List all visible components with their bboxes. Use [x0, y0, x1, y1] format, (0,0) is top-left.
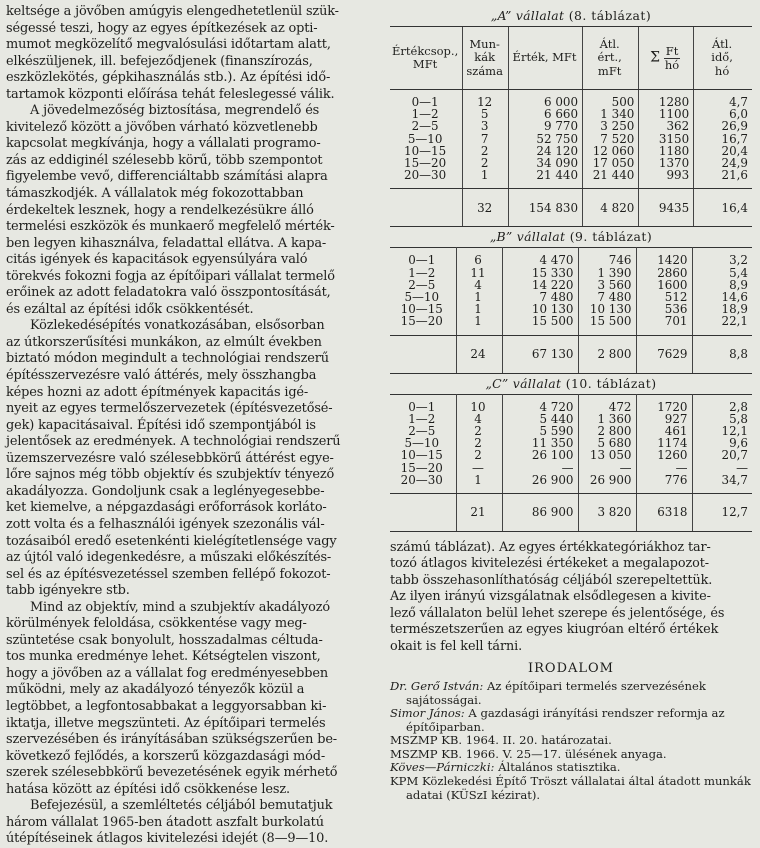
table-cell: 6: [456, 248, 502, 267]
text-line: erőinek az adott feladatokra való összpontosítását,: [6, 285, 331, 301]
table-cell: 12: [463, 90, 509, 109]
total-cell: 7629: [636, 335, 692, 373]
caption-company: „A” vállalat: [490, 8, 565, 23]
text-line: Mind az objektív, mind a szubjektív akadályozó: [30, 599, 331, 615]
total-cell: 24: [456, 335, 502, 373]
table-cell: 1—2: [408, 265, 436, 280]
table-section-c: [390, 394, 752, 531]
text-line: természetszerűen az egyes kiugróan eltérő értékek: [390, 622, 719, 638]
text-line: jelentősek az eredmények. A technológiai rendszerű: [6, 434, 341, 450]
reference-item: [390, 748, 752, 762]
table-cell: 21,6: [694, 169, 752, 189]
references-heading: IRODALOM: [528, 660, 614, 676]
table-cell: 1280: [639, 90, 694, 109]
table-cell: 7 480: [502, 291, 578, 303]
table-cell: 6 660: [509, 108, 583, 120]
table-cell: 22,1: [692, 315, 752, 335]
header-text: hó: [714, 63, 730, 78]
total-cell: 12,7: [692, 494, 752, 532]
table-cell: 14,6: [692, 291, 752, 303]
caption-number: (8. táblázat): [568, 8, 652, 23]
table-cell: 17 050: [583, 157, 639, 169]
total-cell: 154 830: [509, 189, 583, 227]
table-cell: 500: [583, 90, 639, 109]
table-cell: 18,9: [692, 303, 752, 315]
data-table-b: [390, 247, 752, 373]
caption-company: „B” vállalat: [489, 229, 566, 245]
reference-author: Köves—Párniczki:: [390, 760, 495, 775]
header-job-count: [463, 27, 509, 90]
text-line: támaszkodjék. A vállalatok még fokozottabban: [6, 186, 304, 202]
table-cell: —: [456, 462, 502, 474]
text-line: mumot megközelítő megvalósulási időtartam alatt,: [6, 37, 331, 53]
text-line: törekvés fokozni fogja az építőipari vállalat termelő: [6, 268, 335, 284]
text-line: figyelembe vevő, differenciáltabb számítási alapra: [6, 169, 328, 185]
table-cell: 7: [463, 133, 509, 145]
table-cell: 15 500: [578, 315, 636, 335]
reference-text: MSZMP KB. 1966. V. 25—17. ülésének anyaga.: [390, 746, 667, 761]
reference-author: Simor János:: [390, 706, 465, 721]
table-cell: 10—15: [400, 448, 443, 463]
table-row: [390, 120, 752, 132]
table-cell: 1420: [636, 248, 692, 267]
table-cell: 13 050: [578, 449, 636, 461]
table-cell: —: [636, 462, 692, 474]
text-line: zás az eddiginél szélesebb körű, több szempontot: [6, 152, 323, 168]
table-cell: 701: [636, 315, 692, 335]
text-line: termelési eszközök és munkaerő megfelelő mérték-: [6, 219, 335, 235]
table-cell: 7 480: [578, 291, 636, 303]
text-line: tartamok központi előírása tehát feleslegessé válik.: [6, 86, 335, 102]
text-line: biztató módon megindult a technológiai rendszerű: [6, 351, 329, 367]
text-line: és ezáltal az építési idők csökkentését.: [6, 301, 254, 317]
reference-item: [390, 761, 752, 775]
caption-number: (10. táblázat): [565, 375, 657, 391]
text-line: üzemszervezésre való szélesebbkörű áttérést egye-: [6, 450, 334, 466]
text-line: akadályozza. Gondoljunk csak a leglényegesebbe-: [6, 483, 325, 499]
text-line: építésszervezésre való áttérés, mely összhangba: [6, 368, 317, 384]
table-cell: 2—5: [408, 277, 436, 292]
table-cell: 20—30: [390, 169, 463, 189]
text-line: kivitelező között a jövőben várható közvetlenebb: [6, 119, 318, 135]
table-cell: 3 560: [578, 279, 636, 291]
reference-text: Az építőipari termelés szervezésének sajátosságai.: [406, 678, 706, 707]
table-section-b: [390, 248, 752, 373]
table-cell: —: [502, 462, 578, 474]
table-row: [390, 474, 752, 494]
table-row: [390, 133, 752, 145]
table-cell: 11 350: [502, 437, 578, 449]
table-cell: 2: [456, 449, 502, 461]
text-line: lőre sajnos még több objektív és szubjektív tényező: [6, 467, 335, 483]
table-cell: 4 470: [502, 248, 578, 267]
text-line: lező vállalaton belül lehet szerepe és jelentősége, és: [390, 605, 725, 621]
table-cell: 3,2: [692, 248, 752, 267]
table-cell: —: [578, 462, 636, 474]
text-line: következő fejlődés, a korszerű közgazdasági mód-: [6, 748, 326, 764]
text-line: elkészüljenek, ill. befejeződjenek (finanszírozás,: [6, 53, 313, 69]
table-cell: 52 750: [509, 133, 583, 145]
total-cell: 3 820: [578, 494, 636, 532]
header-text: Értékcsop.,: [392, 43, 459, 58]
data-table: [390, 26, 752, 227]
table-cell: 1—2: [411, 107, 439, 122]
table-cell: 1: [456, 474, 502, 494]
table-cell: 26 900: [502, 474, 578, 494]
table-cell: 4: [456, 413, 502, 425]
table-cell: 1 360: [578, 413, 636, 425]
text-line: számú táblázat). Az egyes értékkategóriákhoz tar-: [390, 540, 711, 556]
table-cell: —: [692, 462, 752, 474]
header-text: ért.,: [597, 50, 622, 65]
table-cell: 26 900: [578, 474, 636, 494]
table-row: [390, 315, 752, 335]
table-cell: 0—1: [408, 253, 436, 268]
right-column: [390, 6, 752, 802]
header-value-group: [390, 27, 463, 90]
table-cell: 5—10: [404, 290, 440, 305]
table-cell: 10: [456, 394, 502, 413]
table-cell: 1174: [636, 437, 692, 449]
header-text: Átl.: [712, 36, 733, 51]
header-text: MFt: [412, 57, 438, 71]
sigma-symbol: Σ: [650, 49, 661, 65]
table-cell: 34 090: [509, 157, 583, 169]
table-cell: 1100: [639, 108, 694, 120]
table-cell: 5,4: [692, 267, 752, 279]
text-line: szerek szélesebbkörű bevezetésének egyik mérhető: [6, 765, 338, 781]
table-cell: 2—5: [411, 119, 439, 134]
total-cell: [390, 494, 456, 532]
text-line: ket kiemelve, a népgazdasági erőforrások korláto-: [6, 500, 327, 516]
table-cell: 536: [636, 303, 692, 315]
table-cell: 15—20: [400, 460, 443, 475]
text-line: szervezésében és irányításában szükségszerűen be-: [6, 732, 338, 748]
reference-text: Általános statisztika.: [498, 760, 621, 775]
text-line: tabb összehasonlíthatóság céljából szerepeltettük.: [390, 572, 713, 588]
table-cell: 993: [639, 169, 694, 189]
total-cell: 9435: [639, 189, 694, 227]
table-cell: 1 390: [578, 267, 636, 279]
table-cell: 15—20: [404, 156, 447, 171]
references-list: [390, 680, 752, 802]
table-cell: 1600: [636, 279, 692, 291]
table-cell: 461: [636, 425, 692, 437]
table-cell: 26,9: [694, 120, 752, 132]
table-cell: 472: [578, 394, 636, 413]
table-cell: 5—10: [404, 436, 440, 451]
table-cell: 2,8: [692, 394, 752, 413]
text-line: tozásaiból eredő esetenkénti kielégítetlensége vagy: [6, 533, 337, 549]
table-cell: 1: [456, 315, 502, 335]
text-line: érdekeltek lesznek, hogy a rendelkezésükre álló: [6, 202, 314, 218]
text-line: Az ilyen irányú vizsgálatnak elsődlegesen a kivite-: [390, 589, 711, 605]
table-cell: 5 680: [578, 437, 636, 449]
table-cell: 1260: [636, 449, 692, 461]
text-line: hatása között az építési idő csökkenése lesz.: [6, 781, 290, 797]
total-cell: [390, 189, 463, 227]
table-cell: 746: [578, 248, 636, 267]
text-line: okait is fel kell tárni.: [390, 638, 523, 654]
table-cell: 21 440: [509, 169, 583, 189]
table-cell: 2 800: [578, 425, 636, 437]
text-line: képes hozni az adott építmények kapacitás igé-: [6, 384, 309, 400]
table-cell: 776: [636, 474, 692, 494]
header-text: Átl.: [599, 36, 620, 51]
text-line: gek) kapacitásaival. Építési idő szempontjából is: [6, 417, 316, 433]
table-row: [390, 90, 752, 109]
table-cell: 3: [463, 120, 509, 132]
table-cell: 15 330: [502, 267, 578, 279]
text-line: zott volta és a felhasználói igények szezonális vál-: [6, 516, 325, 532]
text-line: hogy a jövőben az a vállalat fog eredményesebben: [6, 665, 328, 681]
total-cell: [390, 335, 456, 373]
text-line: citás igények és kapacitások egyensúlyára való: [6, 252, 308, 268]
table-cell: 5—10: [407, 131, 443, 146]
table-cell: 6,0: [694, 108, 752, 120]
table-caption-c: [390, 374, 752, 394]
table-cell: 15—20: [390, 315, 456, 335]
table-cell: 1: [456, 291, 502, 303]
text-line: három vállalat 1965-ben átadott aszfalt burkolatú: [6, 814, 324, 830]
table-cell: 21 440: [583, 169, 639, 189]
text-line: kapcsolat megkívánja, hogy a vállalati programo-: [6, 136, 321, 152]
table-row: [390, 169, 752, 189]
total-cell: 6318: [636, 494, 692, 532]
table-cell: 1720: [636, 394, 692, 413]
table-total-row: [390, 494, 752, 532]
left-column: [6, 4, 366, 848]
closing-paragraph: [390, 540, 752, 655]
table-cell: 11: [456, 267, 502, 279]
total-cell: 32: [463, 189, 509, 227]
table-caption-a: [390, 6, 752, 26]
table-cell: 4: [456, 279, 502, 291]
text-line: nyeit az egyes termelőszervezetek (építésvezetősé-: [6, 401, 333, 417]
table-cell: 1 340: [583, 108, 639, 120]
text-line: ben legyen kihasználva, feladattal ellátva. A kapa-: [6, 235, 327, 251]
table-cell: 20,7: [692, 449, 752, 461]
text-line: A jövedelmezőség biztosítása, megrendelő és: [30, 103, 320, 119]
table-total-row: [390, 189, 752, 227]
table-cell: 0—1: [411, 95, 439, 109]
header-value: [509, 27, 583, 90]
text-line: Befejezésül, a szemléltetés céljából bemutatjuk: [30, 798, 333, 814]
total-cell: 8,8: [692, 335, 752, 373]
table-row: [390, 394, 752, 413]
table-cell: 1—2: [408, 411, 436, 426]
text-line: az újtól való idegenkedésre, a műszaki előkészítés-: [6, 550, 332, 566]
total-cell: 67 130: [502, 335, 578, 373]
text-line: szüntetése csak bonyolult, hosszadalmas céltuda-: [6, 632, 323, 648]
table-cell: 1: [463, 169, 509, 189]
table-cell: 927: [636, 413, 692, 425]
text-line: legtöbbet, a legfontosabbakat a leggyorsabban ki-: [6, 698, 327, 714]
text-line: útépítéseinek átlagos kivitelezési idejét (8—9—10.: [6, 831, 329, 847]
header-sum-ft-per-month: [639, 27, 694, 90]
table-cell: 12,1: [692, 425, 752, 437]
table-cell: 34,7: [692, 474, 752, 494]
table-total-row: [390, 335, 752, 373]
table-cell: 2: [463, 157, 509, 169]
total-cell: 16,4: [694, 189, 752, 227]
table-cell: 7 520: [583, 133, 639, 145]
table-cell: 16,7: [694, 133, 752, 145]
table-cell: 3150: [639, 133, 694, 145]
table-cell: 5 440: [502, 413, 578, 425]
table-cell: 1180: [639, 145, 694, 157]
table-cell: 15 500: [502, 315, 578, 335]
table-cell: 9,6: [692, 437, 752, 449]
table-cell: 26 100: [502, 449, 578, 461]
text-line: Közlekedésépítés vonatkozásában, elsősorban: [30, 318, 325, 334]
table-cell: 2—5: [408, 424, 436, 439]
table-cell: 20—30: [390, 474, 456, 494]
table-cell: 24 120: [509, 145, 583, 157]
reference-item: [390, 680, 752, 707]
table-section-a: [390, 90, 752, 227]
table-cell: 4,7: [694, 90, 752, 109]
text-line: ségessé teszi, hogy az egyes építkezések az opti-: [6, 20, 318, 36]
fraction: [664, 45, 681, 72]
table-cell: 1: [456, 303, 502, 315]
table-header-row: [390, 27, 752, 90]
text-line: körülmények feloldása, csökkentése vagy meg-: [6, 616, 307, 632]
table-cell: 5: [463, 108, 509, 120]
table-row: [390, 449, 752, 461]
table-cell: 14 220: [502, 279, 578, 291]
table-cell: 2860: [636, 267, 692, 279]
table-cell: 5,8: [692, 413, 752, 425]
header-text: idő,: [711, 50, 733, 65]
text-line: sel és az építésvezetéssel szemben fellépő fokozot-: [6, 566, 331, 582]
table-cell: 2: [456, 437, 502, 449]
header-text: Mun-: [469, 36, 500, 51]
table-cell: 9 770: [509, 120, 583, 132]
table-cell: 2: [463, 145, 509, 157]
text-line: tos munka eredménye lehet. Kétségtelen viszont,: [6, 649, 321, 665]
reference-text: MSZMP KB. 1964. II. 20. határozatai.: [390, 733, 612, 748]
table-cell: 10—15: [400, 302, 443, 317]
total-cell: 86 900: [502, 494, 578, 532]
reference-item: [390, 707, 752, 734]
total-cell: 2 800: [578, 335, 636, 373]
table-cell: 3 250: [583, 120, 639, 132]
table-cell: 2: [456, 425, 502, 437]
table-cell: 12 060: [583, 145, 639, 157]
reference-text: KPM Közlekedési Építő Tröszt vállalatai által átadott munkák adatai (KÜSzI kézirat).: [390, 774, 751, 802]
fraction-numerator: Ft: [665, 43, 679, 58]
header-avg-time: [694, 27, 752, 90]
table-cell: 8,9: [692, 279, 752, 291]
reference-item: [390, 775, 752, 802]
text-line: iktatja, illetve megszünteti. Az építőipari termelés: [6, 715, 326, 731]
table-cell: 6 000: [509, 90, 583, 109]
table-cell: 362: [639, 120, 694, 132]
text-line: tozó átlagos kivitelezési értékeket a megalapozot-: [390, 556, 710, 572]
reference-author: Dr. Gerő István:: [390, 678, 484, 693]
table-cell: 10—15: [404, 143, 447, 158]
text-line: keltsége a jövőben amúgyis elengedhetetlenül szük-: [6, 4, 339, 19]
table-cell: 10 130: [502, 303, 578, 315]
reference-item: [390, 734, 752, 748]
table-cell: 10 130: [578, 303, 636, 315]
table-cell: 20,4: [694, 145, 752, 157]
table-cell: 24,9: [694, 157, 752, 169]
fraction-denominator: hó: [664, 57, 680, 72]
header-text: száma: [466, 63, 503, 78]
text-line: tabb igényekre stb.: [6, 583, 130, 599]
header-text: kák: [474, 50, 496, 65]
total-cell: 4 820: [583, 189, 639, 227]
table-cell: 1370: [639, 157, 694, 169]
table-row: [390, 267, 752, 279]
text-line: az útkorszerűsítési munkákon, az elmúlt években: [6, 334, 322, 350]
table-cell: 5 590: [502, 425, 578, 437]
text-line: eszközlekötés, gépkihasználás stb.). Az építési idő-: [6, 70, 331, 86]
total-cell: 21: [456, 494, 502, 532]
caption-number: (9. táblázat): [569, 229, 653, 245]
header-text: Érték, MFt: [512, 50, 577, 65]
header-text: mFt: [597, 63, 622, 78]
table-cell: 512: [636, 291, 692, 303]
table-row: [390, 248, 752, 267]
table-cell: 0—1: [408, 399, 436, 414]
table-caption-b: [390, 227, 752, 247]
header-avg-value: [583, 27, 639, 90]
data-table-c: [390, 394, 752, 532]
caption-company: „C” vállalat: [485, 375, 562, 391]
reference-text: A gazdasági irányítási rendszer reformja az építőiparban.: [406, 706, 725, 734]
table-cell: 4 720: [502, 394, 578, 413]
text-line: működni, mely az akadályozó tényezők közül a: [6, 682, 305, 698]
